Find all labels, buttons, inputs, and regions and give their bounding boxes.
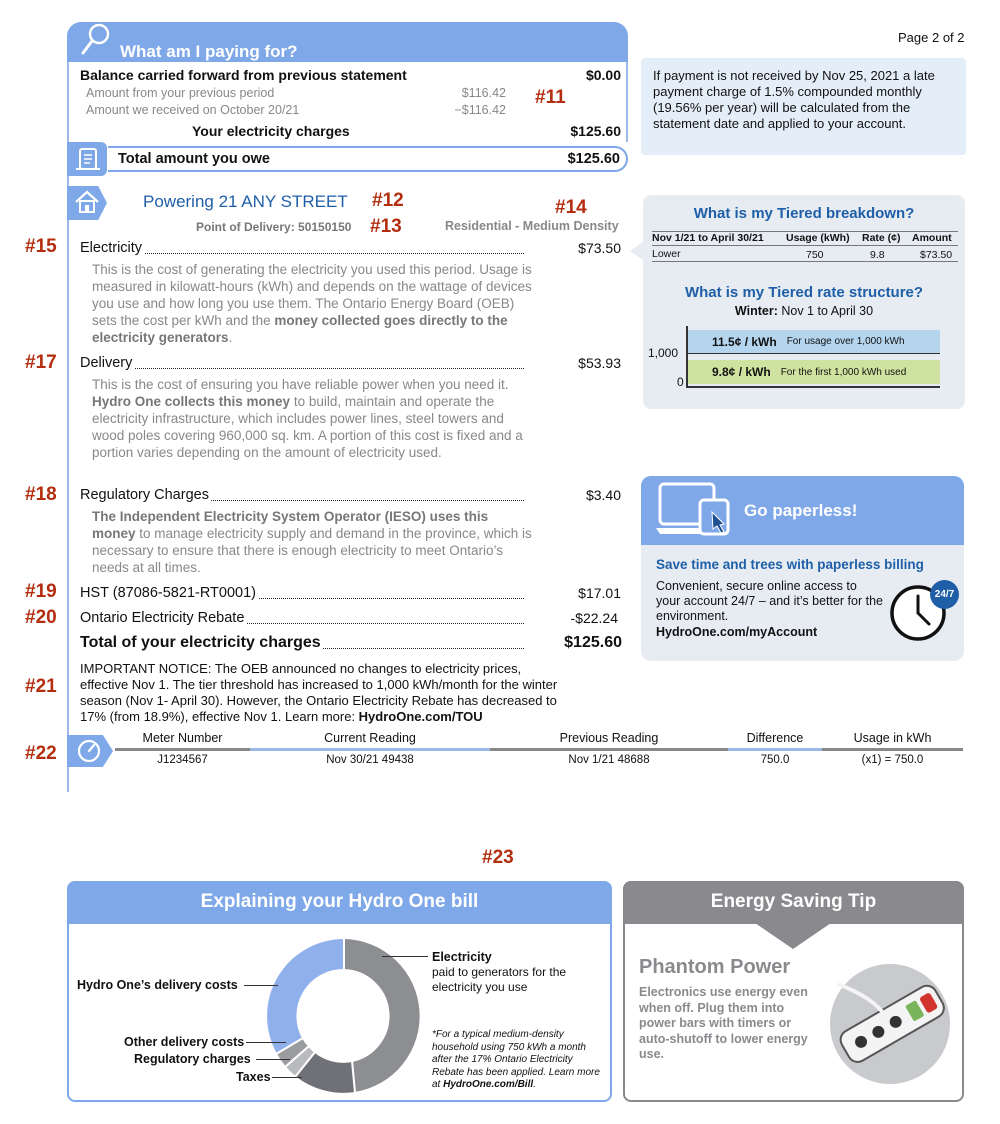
annotation-18: #18 [25, 484, 57, 505]
meter-header-current: Current Reading [324, 731, 416, 745]
explain-footnote: *For a typical medium-density household using 750 kWh a month after the 17% Ontario Electricity Rebate has been applied. Learn more at HydroOne.com/Bill. [432, 1029, 600, 1090]
scroll-document-icon [74, 146, 102, 172]
paperless-body: Convenient, secure online access to your account 24/7 – and it’s better for the environment. [656, 579, 883, 623]
label-electricity: Electricity [432, 950, 492, 964]
rebate-label: Ontario Electricity Rebate [80, 610, 245, 626]
meter-number: J1234567 [157, 754, 208, 766]
meter-header-difference: Difference [746, 731, 804, 745]
leader-taxes [272, 1077, 302, 1078]
rate-class: Residential - Medium Density [445, 219, 619, 233]
important-notice: IMPORTANT NOTICE: The OEB announced no changes to electricity prices, effective Nov 1. The tier threshold has increased to 1,000 kWh/month for the winter season (Nov 1- April 30). However, the Ontario Electricity Rebate has decreased to 17% (from 18.9%), effective Nov 1. Learn more: HydroOne.com/TOU [80, 661, 558, 724]
tiered-header-usage: Usage (kWh) [786, 232, 850, 244]
paperless-title: Go paperless! [744, 501, 858, 520]
hst-row [80, 585, 524, 601]
annotation-17: #17 [25, 352, 57, 373]
total-owed-label: Total amount you owe [118, 151, 270, 167]
tiered-pointer [630, 242, 643, 260]
regulatory-row [80, 487, 524, 503]
tiered-header-rate: Rate (¢) [862, 232, 901, 244]
point-of-delivery [196, 220, 351, 234]
tiered-row-tier: Lower [652, 248, 681, 260]
electricity-leader [80, 253, 524, 254]
total-owed-value: $125.60 [567, 151, 620, 167]
paying-title: What am I paying for? [120, 42, 298, 61]
prev-period-label: Amount from your previous period [86, 86, 275, 100]
label-other-delivery: Other delivery costs [124, 1035, 245, 1049]
total-charges-row [80, 634, 524, 652]
hst-value: $17.01 [578, 585, 621, 601]
label-electricity-desc: paid to generators for the electricity you use [432, 965, 567, 994]
meter-previous-reading: Nov 1/21 48688 [568, 754, 650, 766]
delivery-leader [80, 368, 524, 369]
tip-heading: Phantom Power [639, 956, 791, 978]
tip-pointer [755, 923, 831, 949]
tier-upper-bar [688, 330, 940, 354]
annotation-22: #22 [25, 743, 57, 764]
balance-label: Balance carried forward from previous statement [80, 67, 407, 83]
explain-title: Explaining your Hydro One bill [200, 891, 479, 912]
rebate-row [80, 610, 524, 626]
delivery-description: This is the cost of ensuring you have reliable power when you need it. Hydro One collects this money to build, maintain and operate the electricity infrastructure, which includes power lines, steel towers and wood poles covering 960,000 sq. km. A portion of this cost is fixed and a portion varies depending on the amount of electricity used. [92, 377, 523, 460]
electricity-row [80, 240, 524, 256]
rebate-value: -$22.24 [570, 610, 618, 626]
leader-delivery [244, 985, 278, 986]
annotation-20: #20 [25, 607, 57, 628]
label-regulatory: Regulatory charges [134, 1052, 251, 1066]
meter-current-reading: Nov 30/21 49438 [326, 754, 414, 766]
tier-axis-0: 0 [677, 375, 684, 389]
tiered-rule-bottom [652, 261, 958, 262]
hst-label: HST (87086-5821-RT0001) [80, 585, 256, 601]
annotation-21: #21 [25, 676, 57, 697]
meter-col-rule-1 [115, 748, 250, 751]
late-notice-text: If payment is not received by Nov 25, 2021 a late payment charge of 1.5% compounded monthly (19.56% per year) will be calculated from the statement date and applied to your account. [653, 68, 935, 131]
annotation-13: #13 [370, 216, 402, 237]
leader-regulatory [256, 1059, 290, 1060]
tier-lower-rate: 9.8¢ / kWh [712, 365, 771, 379]
delivery-value: $53.93 [578, 355, 621, 371]
tier-upper-desc: For usage over 1,000 kWh [786, 336, 905, 347]
leader-electricity [382, 956, 428, 957]
paperless-subtitle: Save time and trees with paperless billing [656, 557, 924, 572]
tier-upper-rate: 11.5¢ / kWh [712, 334, 777, 349]
tier-lower-bar [688, 360, 940, 384]
paying-right-border [626, 62, 628, 142]
leader-other-delivery [246, 1042, 286, 1043]
gauge-icon [76, 737, 104, 765]
tier-axis-x [686, 386, 940, 388]
tier-lower-desc: For the first 1,000 kWh used [780, 366, 907, 378]
pod-label: Point of Delivery: [196, 220, 295, 234]
tier-season: Winter: Nov 1 to April 30 [734, 304, 874, 318]
received-label: Amount we received on October 20/21 [86, 103, 300, 117]
powering-title: Powering 21 ANY STREET [143, 192, 348, 211]
annotation-12: #12 [372, 190, 404, 211]
total-charges-value: $125.60 [564, 634, 622, 651]
tiered-header-period: Nov 1/21 to April 30/21 [652, 232, 764, 244]
regulatory-description: The Independent Electricity System Operator (IESO) uses this money to manage electricity supply and demand in the province, which is necessary to ensure that there is enough electricity to meet Ontario’s needs at all times. [92, 509, 532, 575]
tiered-row-rate: 9.8 [870, 249, 885, 261]
meter-col-rule-4 [728, 748, 822, 751]
tiered-header-amount: Amount [912, 232, 952, 244]
power-bar-icon [828, 962, 952, 1086]
pod-value: 50150150 [298, 220, 352, 234]
magnifier-icon [80, 22, 112, 58]
received-value: −$116.42 [454, 103, 506, 117]
electricity-label: Electricity [80, 240, 143, 256]
electricity-value: $73.50 [578, 240, 621, 256]
badge-24-7: 24/7 [930, 580, 959, 609]
annotation-11: #11 [535, 87, 566, 108]
annotation-14: #14 [555, 197, 587, 218]
tiered-row-amount: $73.50 [920, 249, 953, 261]
tiered-rule-mid [652, 245, 958, 246]
your-charges-value: $125.60 [570, 123, 621, 139]
tier-axis-1000: 1,000 [648, 346, 679, 360]
delivery-label: Delivery [80, 355, 133, 371]
meter-col-rule-5 [822, 748, 963, 751]
tier-structure-title: What is my Tiered rate structure? [684, 284, 924, 301]
meter-usage: (x1) = 750.0 [861, 754, 924, 766]
meter-col-rule-2 [250, 748, 490, 751]
meter-col-rule-3 [490, 748, 728, 751]
total-charges-label: Total of your electricity charges [80, 634, 321, 651]
page-number: Page 2 of 2 [898, 30, 965, 45]
electricity-description: This is the cost of generating the electricity you used this period. Usage is measured in kilowatt-hours (kWh) and depends on the wattage of devices you use and how long you use them. The Ontario Energy Board (OEB) sets the cost per kWh and the money collected goes directly to the electricity generators. [92, 262, 532, 345]
your-charges-label: Your electricity charges [192, 123, 350, 139]
delivery-row [80, 355, 524, 371]
paperless-link[interactable]: HydroOne.com/myAccount [656, 625, 818, 639]
tip-body: Electronics use energy even when off. Plug them into power bars with timers or auto-shutoff to lower energy use. [639, 985, 808, 1061]
notice-link[interactable]: HydroOne.com/TOU [358, 709, 483, 724]
label-taxes: Taxes [236, 1070, 271, 1084]
meter-header-usage: Usage in kWh [853, 731, 932, 745]
regulatory-label: Regulatory Charges [80, 487, 209, 503]
tiered-title: What is my Tiered breakdown? [693, 205, 915, 222]
annotation-19: #19 [25, 581, 57, 602]
annotation-15: #15 [25, 236, 57, 257]
prev-period-value: $116.42 [461, 86, 506, 100]
tiered-row-usage: 750 [806, 249, 824, 261]
meter-header-number: Meter Number [142, 731, 223, 745]
meter-difference: 750.0 [760, 754, 790, 766]
footnote-link[interactable]: HydroOne.com/Bill [443, 1079, 534, 1090]
annotation-23: #23 [482, 847, 514, 868]
tip-title: Energy Saving Tip [710, 891, 877, 912]
devices-icon [654, 480, 742, 540]
regulatory-value: $3.40 [585, 487, 621, 503]
label-delivery-costs: Hydro One’s delivery costs [77, 978, 238, 992]
meter-header-previous: Previous Reading [559, 731, 659, 745]
house-icon [73, 188, 103, 216]
balance-value: $0.00 [585, 67, 621, 83]
